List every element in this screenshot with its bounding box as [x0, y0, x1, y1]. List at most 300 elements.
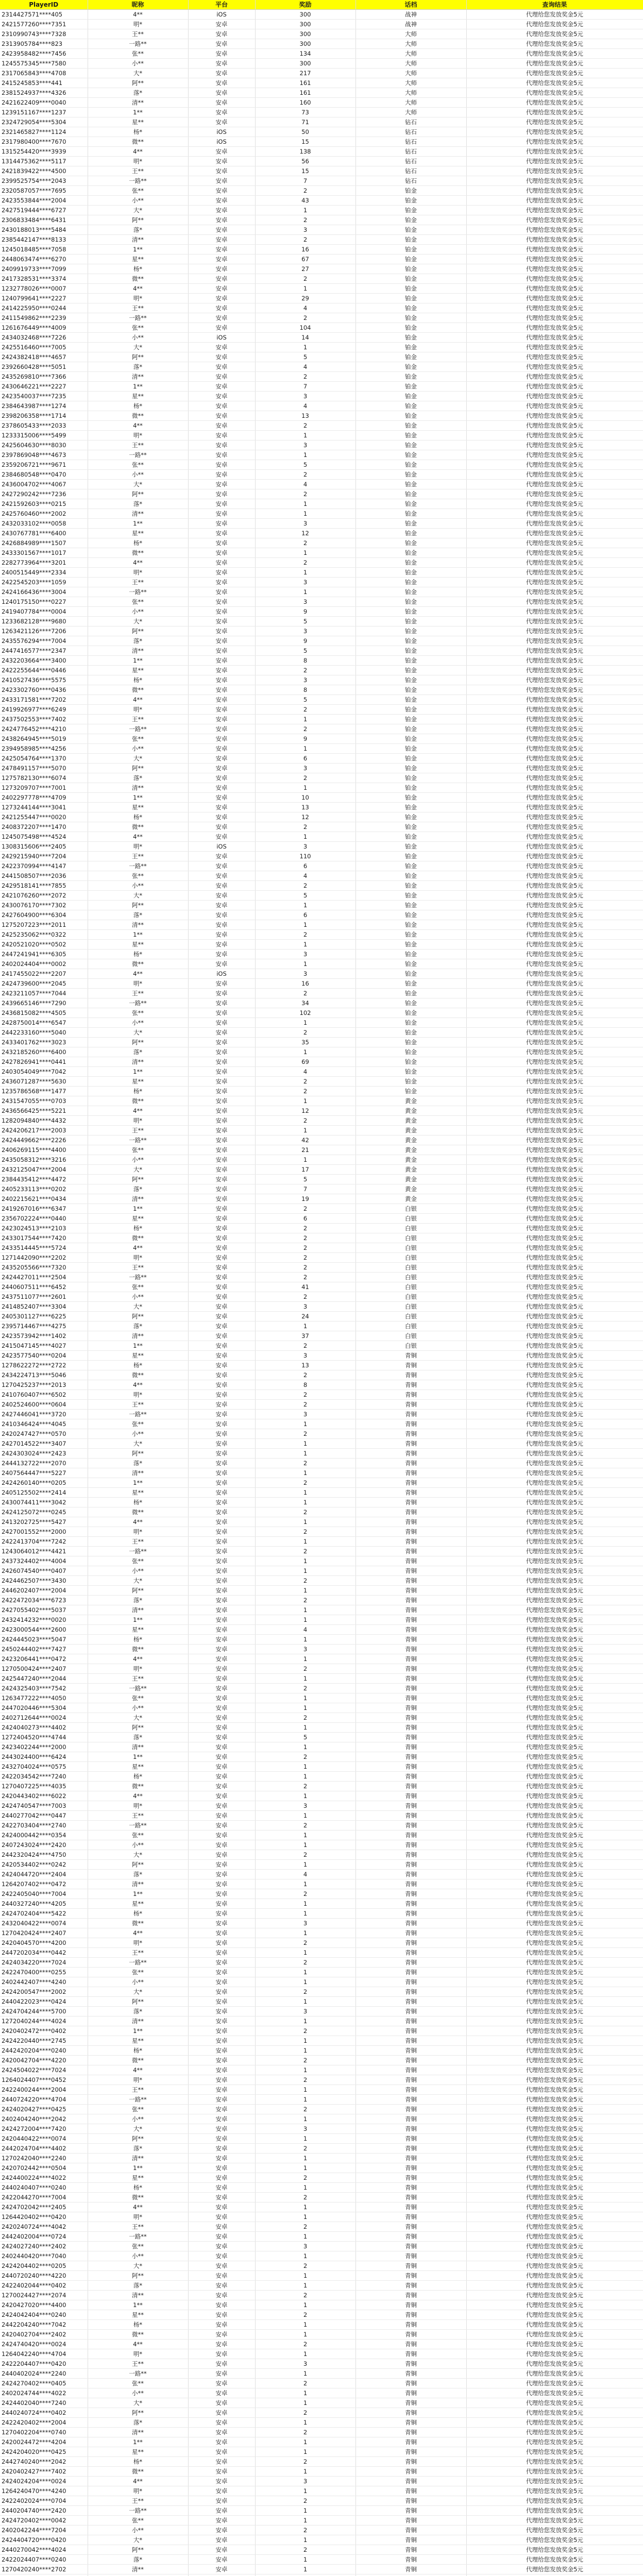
tier-cell: 青铜 — [356, 2232, 466, 2242]
table-row — [0, 2026, 643, 2036]
player-id-cell: 2356702224****0440 — [0, 1214, 88, 1224]
platform-cell: 安卓 — [188, 157, 255, 166]
table-row — [0, 284, 643, 294]
reward-cell: 1 — [255, 1723, 356, 1733]
header-row — [0, 0, 643, 10]
platform-cell: 安卓 — [188, 1556, 255, 1566]
nickname-cell: 王** — [88, 1263, 188, 1273]
player-id-cell: 2429518141****7855 — [0, 881, 88, 891]
table-row — [0, 235, 643, 245]
table-row — [0, 734, 643, 744]
table-row — [0, 1742, 643, 1752]
result-cell: 代理给您发放奖金5元 — [466, 2359, 643, 2369]
table-row — [0, 1831, 643, 1840]
tier-cell: 铂金 — [356, 969, 466, 979]
player-id-cell: 2407243024****2420 — [0, 1840, 88, 1850]
reward-cell: 5 — [255, 1175, 356, 1184]
platform-cell: 安卓 — [188, 2467, 255, 2477]
tier-cell: 大师 — [356, 59, 466, 69]
player-id-cell: 2440240407****0240 — [0, 2183, 88, 2193]
header-tier: 话档 — [356, 0, 466, 10]
nickname-cell: 星** — [88, 2173, 188, 2183]
table-row — [0, 303, 643, 313]
nickname-cell: 杨* — [88, 1361, 188, 1370]
nickname-cell: 王** — [88, 2496, 188, 2506]
table-row — [0, 78, 643, 88]
tier-cell: 青铜 — [356, 2467, 466, 2477]
table-row — [0, 1507, 643, 1517]
platform-cell: 安卓 — [188, 343, 255, 352]
tier-cell: 青铜 — [356, 2261, 466, 2271]
reward-cell: 1 — [255, 1977, 356, 1987]
player-id-cell: 2424260140****0205 — [0, 1478, 88, 1488]
nickname-cell: 阿** — [88, 764, 188, 773]
reward-cell: 2 — [255, 1253, 356, 1263]
platform-cell: 安卓 — [188, 617, 255, 626]
tier-cell: 铂金 — [356, 910, 466, 920]
player-id-cell: 2425054764****1370 — [0, 754, 88, 764]
nickname-cell: 杨* — [88, 1224, 188, 1233]
nickname-cell: 星** — [88, 2310, 188, 2320]
reward-cell: 138 — [255, 147, 356, 157]
result-cell: 代理给您发放奖金5元 — [466, 2555, 643, 2565]
result-cell: 代理给您发放奖金5元 — [466, 969, 643, 979]
nickname-cell: 1** — [88, 793, 188, 803]
player-id-cell: 2421255447****0020 — [0, 812, 88, 822]
result-cell: 代理给您发放奖金5元 — [466, 2330, 643, 2340]
player-id-cell: 2399525754****2043 — [0, 176, 88, 186]
platform-cell: 安卓 — [188, 724, 255, 734]
table-row — [0, 1400, 643, 1410]
tier-cell: 青铜 — [356, 1507, 466, 1517]
table-row — [0, 989, 643, 998]
result-cell: 代理给您发放奖金5元 — [466, 1498, 643, 1507]
table-row — [0, 1273, 643, 1282]
platform-cell: 安卓 — [188, 2007, 255, 2016]
reward-cell: 3 — [255, 578, 356, 587]
table-row — [0, 176, 643, 186]
table-row — [0, 1096, 643, 1106]
reward-cell: 2 — [255, 1507, 356, 1517]
platform-cell: 安卓 — [188, 1919, 255, 1928]
platform-cell: 安卓 — [188, 2565, 255, 2574]
player-id-cell: 2440204740****2420 — [0, 2506, 88, 2516]
nickname-cell: 张** — [88, 1145, 188, 1155]
result-cell: 代理给您发放奖金5元 — [466, 215, 643, 225]
reward-cell: 41 — [255, 1282, 356, 1292]
nickname-cell: 大* — [88, 1850, 188, 1860]
tier-cell: 白银 — [356, 1321, 466, 1331]
table-row — [0, 548, 643, 558]
reward-cell: 2 — [255, 1273, 356, 1282]
nickname-cell: 王** — [88, 1811, 188, 1821]
nickname-cell: 阿** — [88, 2545, 188, 2555]
player-id-cell: 2433017544****7420 — [0, 1233, 88, 1243]
reward-cell: 1 — [255, 744, 356, 754]
nickname-cell: 微** — [88, 411, 188, 421]
platform-cell: 安卓 — [188, 1948, 255, 1958]
tier-cell: 铂金 — [356, 891, 466, 901]
tier-cell: 青铜 — [356, 2251, 466, 2261]
player-id-cell: 2440240724****0402 — [0, 2408, 88, 2418]
tier-cell: 铂金 — [356, 607, 466, 617]
reward-cell: 7 — [255, 382, 356, 392]
player-id-cell: 1275207223****2011 — [0, 920, 88, 930]
reward-cell: 3 — [255, 2242, 356, 2251]
reward-cell: 15 — [255, 137, 356, 147]
platform-cell: 安卓 — [188, 1625, 255, 1635]
reward-cell: 1 — [255, 2095, 356, 2105]
table-row — [0, 2340, 643, 2349]
nickname-cell: 清** — [88, 646, 188, 656]
platform-cell: 安卓 — [188, 49, 255, 59]
nickname-cell: 小** — [88, 744, 188, 754]
tier-cell: 青铜 — [356, 1351, 466, 1361]
table-row — [0, 499, 643, 509]
table-row — [0, 822, 643, 832]
player-id-cell: 1245575345****7580 — [0, 59, 88, 69]
platform-cell: 安卓 — [188, 2026, 255, 2036]
platform-cell: 安卓 — [188, 2437, 255, 2447]
player-id-cell: 2424504022****7024 — [0, 2065, 88, 2075]
player-id-cell: 1243064012****4421 — [0, 1547, 88, 1556]
result-cell: 代理给您发放奖金5元 — [466, 1615, 643, 1625]
tier-cell: 青铜 — [356, 1615, 466, 1625]
player-id-cell: 2431547055****0703 — [0, 1096, 88, 1106]
player-id-cell: 2424325403****7542 — [0, 1684, 88, 1693]
table-row — [0, 1977, 643, 1987]
table-row — [0, 1899, 643, 1909]
player-id-cell: 2402042244****7204 — [0, 2526, 88, 2535]
table-row — [0, 2261, 643, 2271]
result-cell: 代理给您发放奖金5元 — [466, 2056, 643, 2065]
player-id-cell: 2320587057****7695 — [0, 186, 88, 196]
table-row — [0, 617, 643, 626]
reward-cell: 1 — [255, 2281, 356, 2291]
player-id-cell: 1315254420****3939 — [0, 147, 88, 157]
tier-cell: 铂金 — [356, 519, 466, 529]
nickname-cell: 落* — [88, 225, 188, 235]
table-row — [0, 1282, 643, 1292]
reward-cell: 2 — [255, 2144, 356, 2154]
nickname-cell: 明* — [88, 979, 188, 989]
tier-cell: 大师 — [356, 98, 466, 108]
player-id-cell: 2440402024****2240 — [0, 2369, 88, 2379]
nickname-cell: 微** — [88, 1645, 188, 1654]
table-row — [0, 2379, 643, 2388]
nickname-cell: 落* — [88, 773, 188, 783]
tier-cell: 青铜 — [356, 2506, 466, 2516]
platform-cell: 安卓 — [188, 1449, 255, 1459]
result-cell: 代理给您发放奖金5元 — [466, 186, 643, 196]
nickname-cell: 星** — [88, 1625, 188, 1635]
result-cell: 代理给您发放奖金5元 — [466, 1194, 643, 1204]
table-row — [0, 450, 643, 460]
table-row — [0, 1811, 643, 1821]
platform-cell: 安卓 — [188, 1370, 255, 1380]
tier-cell — [356, 2574, 466, 2576]
platform-cell: 安卓 — [188, 1899, 255, 1909]
result-cell: 代理给您发放奖金5元 — [466, 470, 643, 480]
player-id-cell: 2427290242****7236 — [0, 489, 88, 499]
reward-cell: 9 — [255, 636, 356, 646]
nickname-cell: 王** — [88, 29, 188, 39]
table-row — [0, 773, 643, 783]
player-id-cell: 2435576294****7004 — [0, 636, 88, 646]
tier-cell: 铂金 — [356, 450, 466, 460]
platform-cell: 安卓 — [188, 20, 255, 29]
player-id-cell: 1273244144****3041 — [0, 803, 88, 812]
reward-cell: 102 — [255, 1008, 356, 1018]
result-cell: 代理给您发放奖金5元 — [466, 1791, 643, 1801]
platform-cell: 安卓 — [188, 1762, 255, 1772]
player-id-cell: 2420440422****0074 — [0, 2134, 88, 2144]
result-cell: 代理给您发放奖金5元 — [466, 685, 643, 695]
result-cell: 代理给您发放奖金5元 — [466, 431, 643, 440]
result-cell: 代理给您发放奖金5元 — [466, 578, 643, 587]
tier-cell: 铂金 — [356, 950, 466, 959]
reward-cell: 1 — [255, 940, 356, 950]
reward-cell: 15 — [255, 166, 356, 176]
nickname-cell: 一路** — [88, 2095, 188, 2105]
result-cell: 代理给您发放奖金5元 — [466, 871, 643, 881]
player-id-cell: 2424462507****3430 — [0, 1576, 88, 1586]
result-cell: 代理给您发放奖金5元 — [466, 1879, 643, 1889]
player-id-cell: 2427604900****6304 — [0, 910, 88, 920]
reward-cell: 3 — [255, 2007, 356, 2016]
platform-cell: 安卓 — [188, 1341, 255, 1351]
player-id-cell: 2420024472****4204 — [0, 2437, 88, 2447]
nickname-cell: 阿** — [88, 2134, 188, 2144]
table-row — [0, 1145, 643, 1155]
player-id-cell: 2430767781****6400 — [0, 529, 88, 538]
platform-cell: 安卓 — [188, 1821, 255, 1831]
result-cell: 代理给您发放奖金5元 — [466, 2437, 643, 2447]
reward-cell: 6 — [255, 1214, 356, 1224]
platform-cell: 安卓 — [188, 1507, 255, 1517]
nickname-cell: 一路** — [88, 587, 188, 597]
result-cell: 代理给您发放奖金5元 — [466, 1684, 643, 1693]
reward-cell: 1 — [255, 2154, 356, 2163]
result-cell: 代理给您发放奖金5元 — [466, 137, 643, 147]
table-row — [0, 1889, 643, 1899]
tier-cell: 铂金 — [356, 764, 466, 773]
player-id-cell: 2419926977****6249 — [0, 705, 88, 715]
reward-cell: 1 — [255, 450, 356, 460]
nickname-cell: 明* — [88, 2075, 188, 2085]
platform-cell: 安卓 — [188, 2300, 255, 2310]
tier-cell: 白银 — [356, 1243, 466, 1253]
table-row — [0, 2065, 643, 2075]
table-row — [0, 2222, 643, 2232]
player-id-cell: 2435205566****7320 — [0, 1263, 88, 1273]
result-cell: 代理给您发放奖金5元 — [466, 147, 643, 157]
player-id-cell: 2398206358****1714 — [0, 411, 88, 421]
platform-cell: 安卓 — [188, 1067, 255, 1077]
reward-cell: 1 — [255, 1047, 356, 1057]
player-id-cell: 2381524937****4326 — [0, 88, 88, 98]
tier-cell: 青铜 — [356, 2330, 466, 2340]
result-cell: 代理给您发放奖金5元 — [466, 1136, 643, 1145]
table-row — [0, 1410, 643, 1419]
player-id-cell: 2425447240****2044 — [0, 1674, 88, 1684]
table-row — [0, 88, 643, 98]
platform-cell: 安卓 — [188, 2124, 255, 2134]
table-row — [0, 754, 643, 764]
reward-cell: 2 — [255, 2496, 356, 2506]
reward-cell: 13 — [255, 1361, 356, 1370]
player-id-cell: 2447202034****0442 — [0, 1948, 88, 1958]
result-cell: 代理给您发放奖金5元 — [466, 1517, 643, 1527]
nickname-cell: 4** — [88, 1106, 188, 1116]
nickname-cell: 杨* — [88, 1635, 188, 1645]
platform-cell: 安卓 — [188, 69, 255, 78]
reward-cell: 2 — [255, 1028, 356, 1038]
result-cell: 代理给您发放奖金5元 — [466, 1419, 643, 1429]
tier-cell: 青铜 — [356, 2447, 466, 2457]
player-id-cell: 1240175150****0227 — [0, 597, 88, 607]
nickname-cell: 明* — [88, 20, 188, 29]
platform-cell: 安卓 — [188, 715, 255, 724]
table-row — [0, 666, 643, 675]
result-cell: 代理给您发放奖金5元 — [466, 2428, 643, 2437]
result-cell: 代理给您发放奖金5元 — [466, 1948, 643, 1958]
reward-cell: 1 — [255, 1772, 356, 1782]
table-row — [0, 1840, 643, 1850]
reward-cell: 4 — [255, 1625, 356, 1635]
tier-cell: 铂金 — [356, 754, 466, 764]
nickname-cell: 4** — [88, 2202, 188, 2212]
reward-cell: 2 — [255, 1263, 356, 1273]
platform-cell: 安卓 — [188, 460, 255, 470]
nickname-cell: 微** — [88, 822, 188, 832]
reward-cell: 1 — [255, 1948, 356, 1958]
table-row — [0, 2516, 643, 2526]
reward-cell: 2 — [255, 1664, 356, 1674]
nickname-cell: 星** — [88, 803, 188, 812]
nickname-cell: 4** — [88, 421, 188, 431]
table-row — [0, 186, 643, 196]
nickname-cell: 清** — [88, 235, 188, 245]
platform-cell: 安卓 — [188, 1273, 255, 1282]
result-cell: 代理给您发放奖金5元 — [466, 734, 643, 744]
player-id-cell: 2424427011****2504 — [0, 1273, 88, 1282]
result-cell: 代理给您发放奖金5元 — [466, 2271, 643, 2281]
platform-cell: 安卓 — [188, 2251, 255, 2261]
reward-cell: 1 — [255, 2251, 356, 2261]
result-cell: 代理给您发放奖金5元 — [466, 2173, 643, 2183]
reward-cell: 2 — [255, 2291, 356, 2300]
reward-cell: 3 — [255, 626, 356, 636]
result-cell: 代理给您发放奖金5元 — [466, 2183, 643, 2193]
table-row — [0, 2447, 643, 2457]
table-row — [0, 1645, 643, 1654]
table-row — [0, 2359, 643, 2369]
platform-cell: 安卓 — [188, 2154, 255, 2163]
platform-cell: 安卓 — [188, 1106, 255, 1116]
table-row — [0, 1723, 643, 1733]
table-row — [0, 2330, 643, 2340]
platform-cell: 安卓 — [188, 1184, 255, 1194]
player-id-cell: 2427001552****2000 — [0, 1527, 88, 1537]
result-cell: 代理给您发放奖金5元 — [466, 1811, 643, 1821]
player-id-cell: 2437502553****7402 — [0, 715, 88, 724]
platform-cell: 安卓 — [188, 2418, 255, 2428]
reward-cell: 12 — [255, 1106, 356, 1116]
reward-cell: 1 — [255, 1674, 356, 1684]
platform-cell: 安卓 — [188, 1136, 255, 1145]
tier-cell: 青铜 — [356, 2007, 466, 2016]
platform-cell: iOS — [188, 10, 255, 20]
reward-cell: 1 — [255, 1703, 356, 1713]
nickname-cell: 清** — [88, 2428, 188, 2437]
tier-cell: 铂金 — [356, 597, 466, 607]
nickname-cell: 清** — [88, 98, 188, 108]
tier-cell: 铂金 — [356, 1038, 466, 1047]
player-id-cell: 1270402204****0740 — [0, 2428, 88, 2437]
reward-cell: 3 — [255, 2477, 356, 2486]
nickname-cell: 一路** — [88, 1958, 188, 1968]
result-cell: 代理给您发放奖金5元 — [466, 1233, 643, 1243]
tier-cell: 青铜 — [356, 1478, 466, 1488]
nickname-cell: 落* — [88, 2555, 188, 2565]
reward-cell: 3 — [255, 392, 356, 401]
result-cell: 代理给您发放奖金5元 — [466, 1507, 643, 1517]
player-id-cell: 2420402427****7402 — [0, 2467, 88, 2477]
result-cell: 代理给您发放奖金5元 — [466, 1410, 643, 1419]
table-row — [0, 117, 643, 127]
tier-cell: 铂金 — [356, 264, 466, 274]
platform-cell: 安卓 — [188, 656, 255, 666]
nickname-cell: 4** — [88, 695, 188, 705]
reward-cell: 3 — [255, 950, 356, 959]
tier-cell: 黄金 — [356, 1184, 466, 1194]
reward-cell: 12 — [255, 529, 356, 538]
tier-cell: 青铜 — [356, 1713, 466, 1723]
table-row — [0, 705, 643, 715]
result-cell: 代理给您发放奖金5元 — [466, 1273, 643, 1282]
nickname-cell: 张** — [88, 734, 188, 744]
reward-cell: 16 — [255, 979, 356, 989]
tier-cell: 铂金 — [356, 303, 466, 313]
player-id-cell: 2420443402****6022 — [0, 1791, 88, 1801]
nickname-cell: 落* — [88, 1459, 188, 1468]
player-id-cell: 2440607511****6452 — [0, 1282, 88, 1292]
result-cell: 代理给您发放奖金5元 — [466, 1038, 643, 1047]
table-row — [0, 626, 643, 636]
player-id-cell: 2442402004****0724 — [0, 2232, 88, 2242]
tier-cell: 铂金 — [356, 998, 466, 1008]
table-row — [0, 401, 643, 411]
result-cell: 代理给您发放奖金5元 — [466, 2075, 643, 2085]
nickname-cell: 王** — [88, 1948, 188, 1958]
result-cell: 代理给您发放奖金5元 — [466, 108, 643, 117]
tier-cell: 青铜 — [356, 1635, 466, 1645]
tier-cell: 大师 — [356, 78, 466, 88]
player-id-cell: 2422255644****0446 — [0, 666, 88, 675]
table-row — [0, 69, 643, 78]
platform-cell: 安卓 — [188, 989, 255, 998]
table-row — [0, 1028, 643, 1038]
result-cell: 代理给您发放奖金5元 — [466, 773, 643, 783]
platform-cell: 安卓 — [188, 1889, 255, 1899]
result-cell: 代理给您发放奖金5元 — [466, 1831, 643, 1840]
reward-cell: 27 — [255, 264, 356, 274]
reward-cell: 6 — [255, 910, 356, 920]
platform-cell: 安卓 — [188, 303, 255, 313]
tier-cell: 铂金 — [356, 587, 466, 597]
reward-cell: 2 — [255, 1204, 356, 1214]
